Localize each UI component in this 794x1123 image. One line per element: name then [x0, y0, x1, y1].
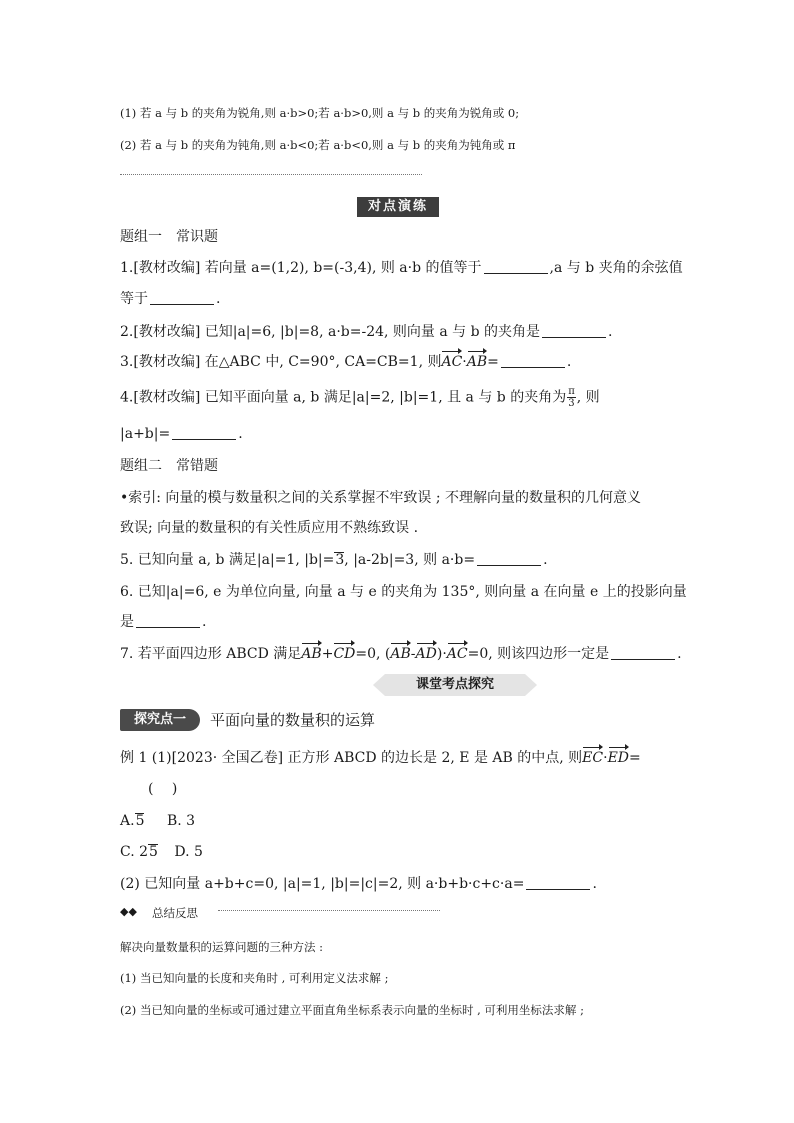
vector-ec: EC [582, 750, 604, 766]
answer-blank[interactable] [501, 353, 565, 368]
explore-badge: 探究点一 [120, 709, 200, 731]
answer-bracket: ( ) [148, 781, 178, 797]
options-row-2 [120, 842, 203, 862]
answer-blank[interactable] [136, 613, 200, 628]
reflection-line-2: (2) 当已知向量的坐标或可通过建立平面直角坐标系表示向量的坐标时 , 可利用坐标法求解 ; [120, 1003, 584, 1017]
option-c[interactable]: C. 25 [120, 844, 158, 860]
example-1-text: 例 1 (1)[2023· 全国乙卷] 正方形 ABCD 的边长是 2, E 是 AB 的中点, 则 [120, 750, 583, 766]
sqrt-3: 3 [335, 552, 345, 568]
question-6-cont: 是 . [120, 614, 207, 630]
reflection-title: 总结反思 [152, 906, 198, 920]
vector-ac: AC [446, 646, 468, 662]
question-4 [120, 386, 600, 409]
option-a[interactable]: A.5 [120, 813, 145, 829]
answer-blank[interactable] [172, 425, 236, 440]
intro-line-1: (1) 若 a 与 b 的夹角为锐角,则 a·b>0;若 a·b>0,则 a 与 b 的夹角为锐角或 0; [120, 106, 520, 120]
option-d[interactable]: D. 5 [174, 844, 203, 860]
question-2: 2.[教材改编] 已知|a|=6, |b|=8, a·b=-24, 则向量 a 与 b 的夹角是 . [120, 324, 613, 340]
sqrt-5: 5 [135, 813, 145, 829]
group2-title: 题组二 常错题 [120, 458, 218, 474]
vector-ac: AC [441, 354, 463, 370]
question-4-text: 4.[教材改编] 已知平面向量 a, b 满足|a|=2, |b|=1, 且 a 与 b 的夹角为 [120, 389, 567, 406]
example-1-part-2: (2) 已知向量 a+b+c=0, |a|=1, |b|=|c|=2, 则 a·b+b·c+c·a= . [120, 876, 597, 892]
explore-title: 平面向量的数量积的运算 [210, 711, 376, 729]
section-ribbon: 课堂考点探究 [385, 674, 525, 696]
hint-line-2: 致误; 向量的数量积的有关性质应用不熟练致误 . [120, 520, 419, 536]
example-1-part-2-text: (2) 已知向量 a+b+c=0, |a|=1, |b|=|c|=2, 则 a·b+b·c+c·a= [120, 876, 525, 892]
diamond-icon: ◆◆ [120, 905, 137, 918]
reflection-line-1: (1) 当已知向量的长度和夹角时 , 可利用定义法求解 ; [120, 971, 389, 985]
sqrt-5: 5 [149, 844, 158, 860]
question-1-cont: 等于 . [120, 291, 221, 307]
answer-blank[interactable] [477, 551, 541, 566]
reflection-divider [218, 910, 440, 911]
answer-blank[interactable] [526, 875, 590, 890]
options-row-1 [120, 811, 195, 831]
hint-line-1: •索引: 向量的模与数量积之间的关系掌握不牢致误 ; 不理解向量的数量积的几何意义 [120, 490, 642, 506]
question-7-text: 7. 若平面四边形 ABCD 满足 [120, 646, 302, 662]
answer-blank[interactable] [542, 323, 606, 338]
question-3-text: 3.[教材改编] 在△ABC 中, C=90°, CA=CB=1, 则 [120, 354, 442, 370]
group1-title: 题组一 常识题 [120, 229, 218, 245]
question-1-mid: ,a 与 b 夹角的余弦值 [549, 260, 683, 276]
vector-cd: CD [333, 646, 356, 662]
question-2-text: 2.[教材改编] 已知|a|=6, |b|=8, a·b=-24, 则向量 a 与 b 的夹角是 [120, 324, 541, 340]
answer-blank[interactable] [150, 290, 214, 305]
intro-line-2: (2) 若 a 与 b 的夹角为钝角,则 a·b<0;若 a·b<0,则 a 与 b 的夹角为钝角或 π [120, 138, 516, 152]
practice-badge: 对点演练 [357, 197, 439, 217]
question-1 [120, 258, 683, 278]
question-7-after: =0, 则该四边形一定是 [467, 646, 610, 662]
question-6: 6. 已知|a|=6, e 为单位向量, 向量 a 与 e 的夹角为 135°, 则向量 a 在向量 e 上的投影向量 [120, 584, 687, 600]
option-b[interactable]: B. 3 [166, 813, 196, 829]
question-4-cont: |a+b|= . [120, 426, 243, 442]
vector-ab: AB [390, 646, 411, 662]
question-4-after: , 则 [576, 389, 600, 406]
vector-ab: AB [301, 646, 322, 662]
question-1-line2: 等于 [120, 291, 148, 307]
answer-blank[interactable] [484, 259, 548, 274]
vector-ab: AB [466, 354, 488, 370]
question-6-line2: 是 [120, 614, 134, 630]
answer-blank[interactable] [611, 645, 675, 660]
vector-ed: ED [607, 750, 630, 766]
question-5-text: 5. 已知向量 a, b 满足|a|=1, |b|= [120, 552, 335, 568]
vector-ad: AD [415, 646, 437, 662]
question-5-after: , |a-2b|=3, 则 a·b= [344, 552, 476, 568]
question-4-line2: |a+b|= [120, 426, 171, 442]
question-7: 7. 若平面四边形 ABCD 满足AB+CD=0, (AB-AD)·AC=0, 则该四边形一定是 . [120, 646, 682, 662]
example-1: 例 1 (1)[2023· 全国乙卷] 正方形 ABCD 的边长是 2, E 是 AB 的中点, 则EC·ED= [120, 750, 641, 766]
reflection-line-0: 解决向量数量积的运算问题的三种方法 : [120, 940, 324, 954]
divider-dotted [120, 174, 422, 175]
question-7-mid: =0, ( [355, 646, 391, 662]
question-3: 3.[教材改编] 在△ABC 中, C=90°, CA=CB=1, 则AC·AB= . [120, 354, 572, 370]
fraction-pi-over-3: $\frac{\pi}{3}$ [568, 386, 575, 409]
question-5: 5. 已知向量 a, b 满足|a|=1, |b|=3, |a-2b|=3, 则 a·b= . [120, 552, 548, 568]
question-1-text: 1.[教材改编] 若向量 a=(1,2), b=(-3,4), 则 a·b 的值等于 [120, 260, 482, 276]
